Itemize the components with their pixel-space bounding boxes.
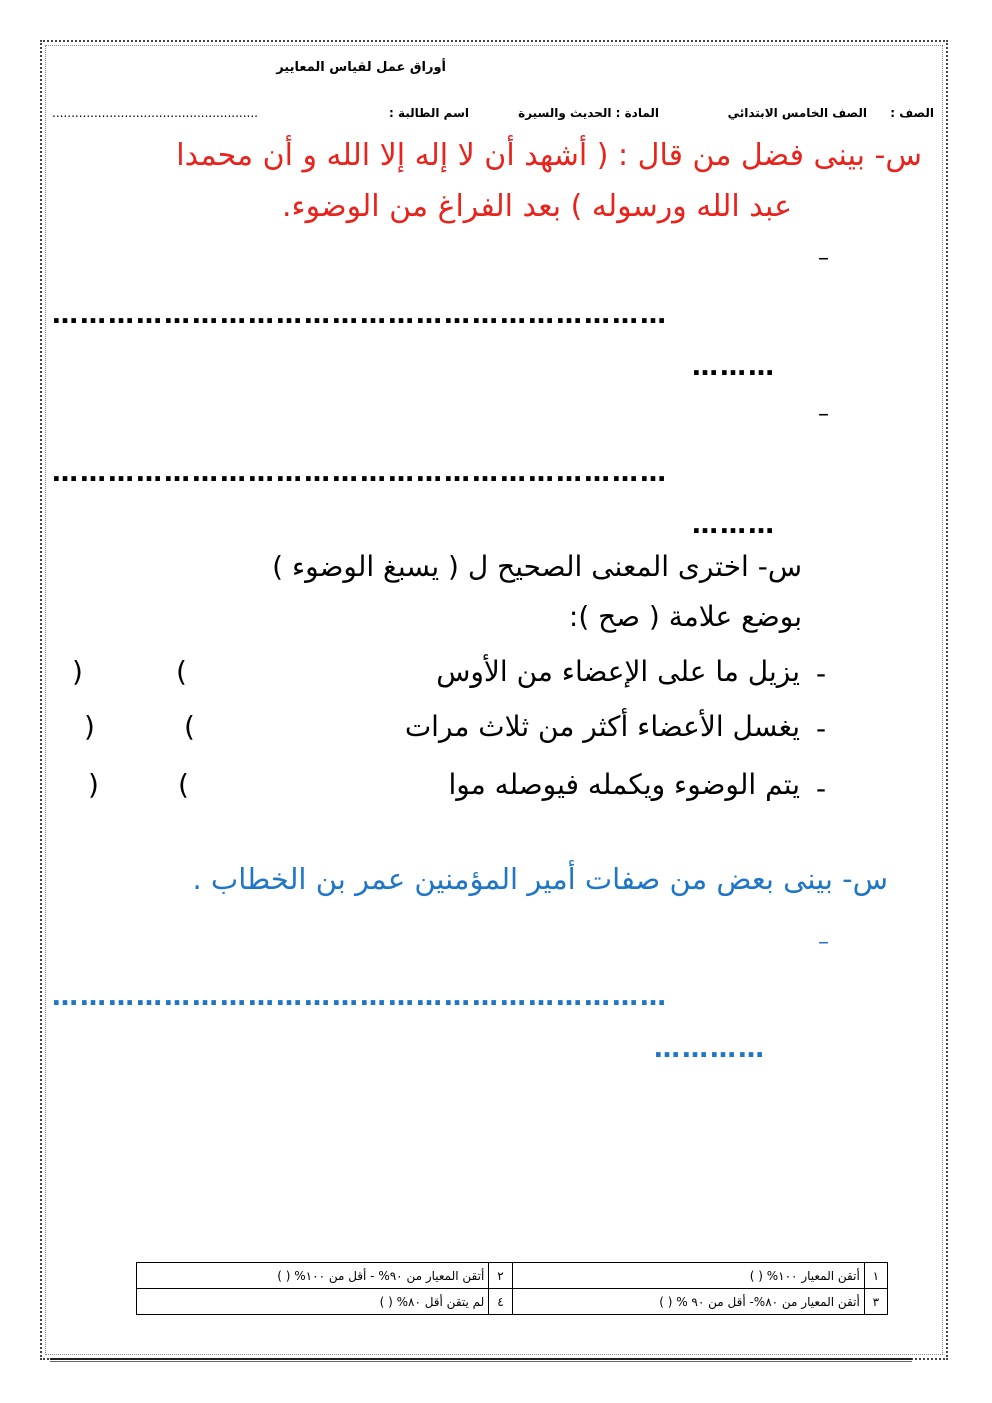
option3-dash: -	[816, 772, 827, 805]
rubric-level[interactable]: أتقن المعيار ١٠٠% ( )	[512, 1263, 864, 1289]
rubric-level[interactable]: أتقن المعيار من ٩٠% - أقل من ١٠٠% ( )	[137, 1263, 489, 1289]
option3-paren-close[interactable]: )	[88, 768, 99, 801]
doc-title: أوراق عمل لقياس المعايير	[276, 60, 446, 75]
rubric-level[interactable]: أتقن المعيار من ٨٠%- أقل من ٩٠ % ( )	[512, 1289, 864, 1315]
subject-label: المادة : الحديث والسيرة	[518, 106, 659, 120]
page-border	[40, 40, 948, 1360]
rubric-table	[136, 1262, 888, 1315]
question3-line1: س- بينى بعض من صفات أمير المؤمنين عمر بن الخطاب .	[192, 862, 888, 896]
rubric-level[interactable]: لم يتقن أقل ٨٠% ( )	[137, 1289, 489, 1315]
rubric-number: ٣	[864, 1289, 887, 1315]
bottom-rule	[50, 1358, 912, 1362]
question1-line2: عبد الله ورسوله ) بعد الفراغ من الوضوء.	[282, 189, 792, 224]
answer2-dash: –	[818, 402, 829, 427]
answer1-line[interactable]: …………………………………………………………	[52, 300, 668, 330]
option2-text: يغسل الأعضاء أكثر من ثلاث مرات	[404, 710, 800, 743]
grade-value: الصف الخامس الابتدائي	[727, 106, 867, 120]
rubric-number: ٢	[489, 1263, 512, 1289]
option1-text: يزيل ما على الإعضاء من الأوس	[436, 655, 800, 688]
option3-paren-open[interactable]: (	[178, 768, 189, 801]
student-name-field[interactable]: ......................................................	[52, 106, 258, 120]
rubric-number: ٤	[489, 1289, 512, 1315]
grade-label: الصف :	[890, 106, 934, 120]
option2-paren-close[interactable]: )	[84, 710, 95, 743]
question2-line2: بوضع علامة ( صح ):	[568, 600, 802, 633]
option2-dash: -	[816, 712, 827, 745]
rubric-number: ١	[864, 1263, 887, 1289]
answer3-dash: –	[818, 930, 829, 955]
option1-dash: -	[816, 657, 827, 690]
answer2-line-end[interactable]: ………	[692, 510, 776, 540]
answer1-line-end[interactable]: ………	[692, 352, 776, 382]
student-name-label: اسم الطالبة :	[389, 106, 469, 120]
question1-line1: س- بينى فضل من قال : ( أشهد أن لا إله إلا الله و أن محمدا	[176, 138, 922, 173]
answer1-dash: –	[818, 246, 829, 271]
option1-paren-close[interactable]: )	[72, 655, 83, 688]
answer3-line[interactable]: …………………………………………………………	[52, 982, 668, 1012]
option3-text: يتم الوضوء ويكمله فيوصله موا	[448, 768, 800, 801]
rubric-row	[137, 1289, 888, 1315]
answer2-line[interactable]: …………………………………………………………	[52, 458, 668, 488]
option1-paren-open[interactable]: (	[176, 655, 187, 688]
rubric-row	[137, 1263, 888, 1289]
question2-line1: س- اخترى المعنى الصحيح ل ( يسبغ الوضوء )	[272, 550, 802, 583]
option2-paren-open[interactable]: (	[184, 710, 195, 743]
answer3-line-end[interactable]: …………	[654, 1034, 766, 1064]
